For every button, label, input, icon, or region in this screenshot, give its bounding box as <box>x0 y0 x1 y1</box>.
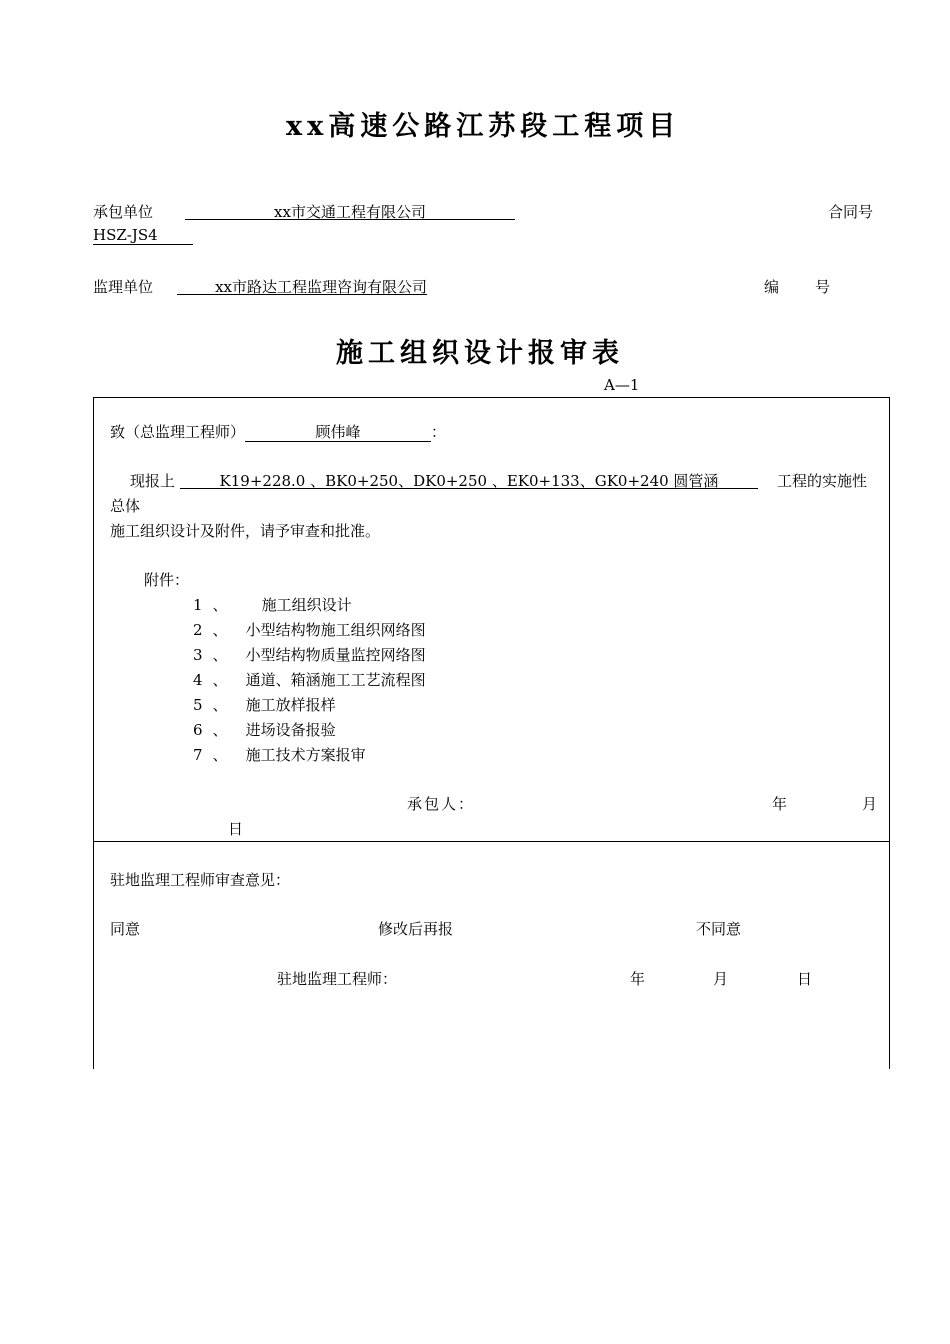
to-name-field <box>245 423 431 442</box>
supervisor-label: 监理单位 <box>93 278 154 296</box>
supervisor-name: xx市路达工程监理咨询有限公司 <box>215 278 427 296</box>
attachment-sep: 、 <box>212 646 228 664</box>
attachment-sep: 、 <box>212 621 228 639</box>
attachment-no: 1 <box>193 596 203 614</box>
supervisor-name-field <box>177 276 427 295</box>
attachment-no: 2 <box>193 621 203 639</box>
attachment-item <box>193 669 426 690</box>
contractor-signer-label: 承包人： <box>407 795 476 813</box>
attachment-text: 通道、箱涵施工工艺流程图 <box>245 671 426 689</box>
contract-no-field <box>93 226 193 245</box>
form-code: A—1 <box>604 376 640 394</box>
attachment-sep: 、 <box>212 721 228 739</box>
attachment-sep: 、 <box>212 596 228 614</box>
attachment-text: 施工技术方案报审 <box>245 746 366 764</box>
report-prefix: 现报上 <box>130 472 176 490</box>
option-revise: 修改后再报 <box>378 920 454 938</box>
attachment-text: 施工放样报样 <box>245 696 336 714</box>
serial-label-2: 号 <box>815 278 831 296</box>
attachment-item <box>193 644 426 665</box>
form-title: 施工组织设计报审表 <box>336 338 624 369</box>
attachment-sep: 、 <box>212 671 228 689</box>
report-line2: 总体 <box>110 497 141 515</box>
attachment-item <box>193 619 426 640</box>
contractor-label: 承包单位 <box>93 203 154 221</box>
attachment-no: 4 <box>193 671 203 689</box>
engineer-signer-label: 驻地监理工程师： <box>277 970 398 988</box>
attachment-no: 7 <box>193 746 203 764</box>
option-agree: 同意 <box>110 920 141 938</box>
report-items-field <box>180 470 758 489</box>
report-suffix: 工程的实施性 <box>777 472 868 490</box>
sign-day: 日 <box>228 820 244 838</box>
attachment-text: 施工组织设计 <box>261 596 352 614</box>
attachment-item <box>193 594 352 615</box>
to-prefix: 致（总监理工程师） <box>110 423 246 441</box>
attachment-text: 小型结构物质量监控网络图 <box>245 646 426 664</box>
report-items: K19+228.0 、BK0+250、DK0+250 、EK0+133、GK0+240 圆管涵 <box>219 472 719 490</box>
attachment-item <box>193 694 336 715</box>
attachment-no: 5 <box>193 696 203 714</box>
to-colon: ： <box>431 423 447 441</box>
attachment-sep: 、 <box>212 696 228 714</box>
review-year: 年 <box>630 970 646 988</box>
attachment-no: 6 <box>193 721 203 739</box>
to-line <box>110 421 446 442</box>
to-name: 顾伟峰 <box>315 423 361 441</box>
attachment-text: 进场设备报验 <box>245 721 336 739</box>
serial-label: 编 <box>764 278 780 296</box>
contractor-name: xx市交通工程有限公司 <box>274 203 426 221</box>
attachment-no: 3 <box>193 646 203 664</box>
review-day: 日 <box>797 970 813 988</box>
sign-year: 年 <box>772 795 788 813</box>
opinion-label: 驻地监理工程师审查意见： <box>110 871 291 889</box>
project-title: xx高速公路江苏段工程项目 <box>286 111 681 142</box>
attachment-sep: 、 <box>212 746 228 764</box>
attachment-item <box>193 744 366 765</box>
contractor-name-field <box>185 201 515 220</box>
attachment-item <box>193 719 336 740</box>
review-month: 月 <box>713 970 729 988</box>
sign-month: 月 <box>862 795 878 813</box>
attachment-text: 小型结构物施工组织网络图 <box>245 621 426 639</box>
contract-no: HSZ-JS4 <box>93 226 158 244</box>
report-line3: 施工组织设计及附件，请予审查和批准。 <box>110 522 381 540</box>
attachments-label: 附件： <box>144 571 190 589</box>
option-disagree: 不同意 <box>696 920 742 938</box>
contract-no-label: 合同号 <box>828 203 874 221</box>
